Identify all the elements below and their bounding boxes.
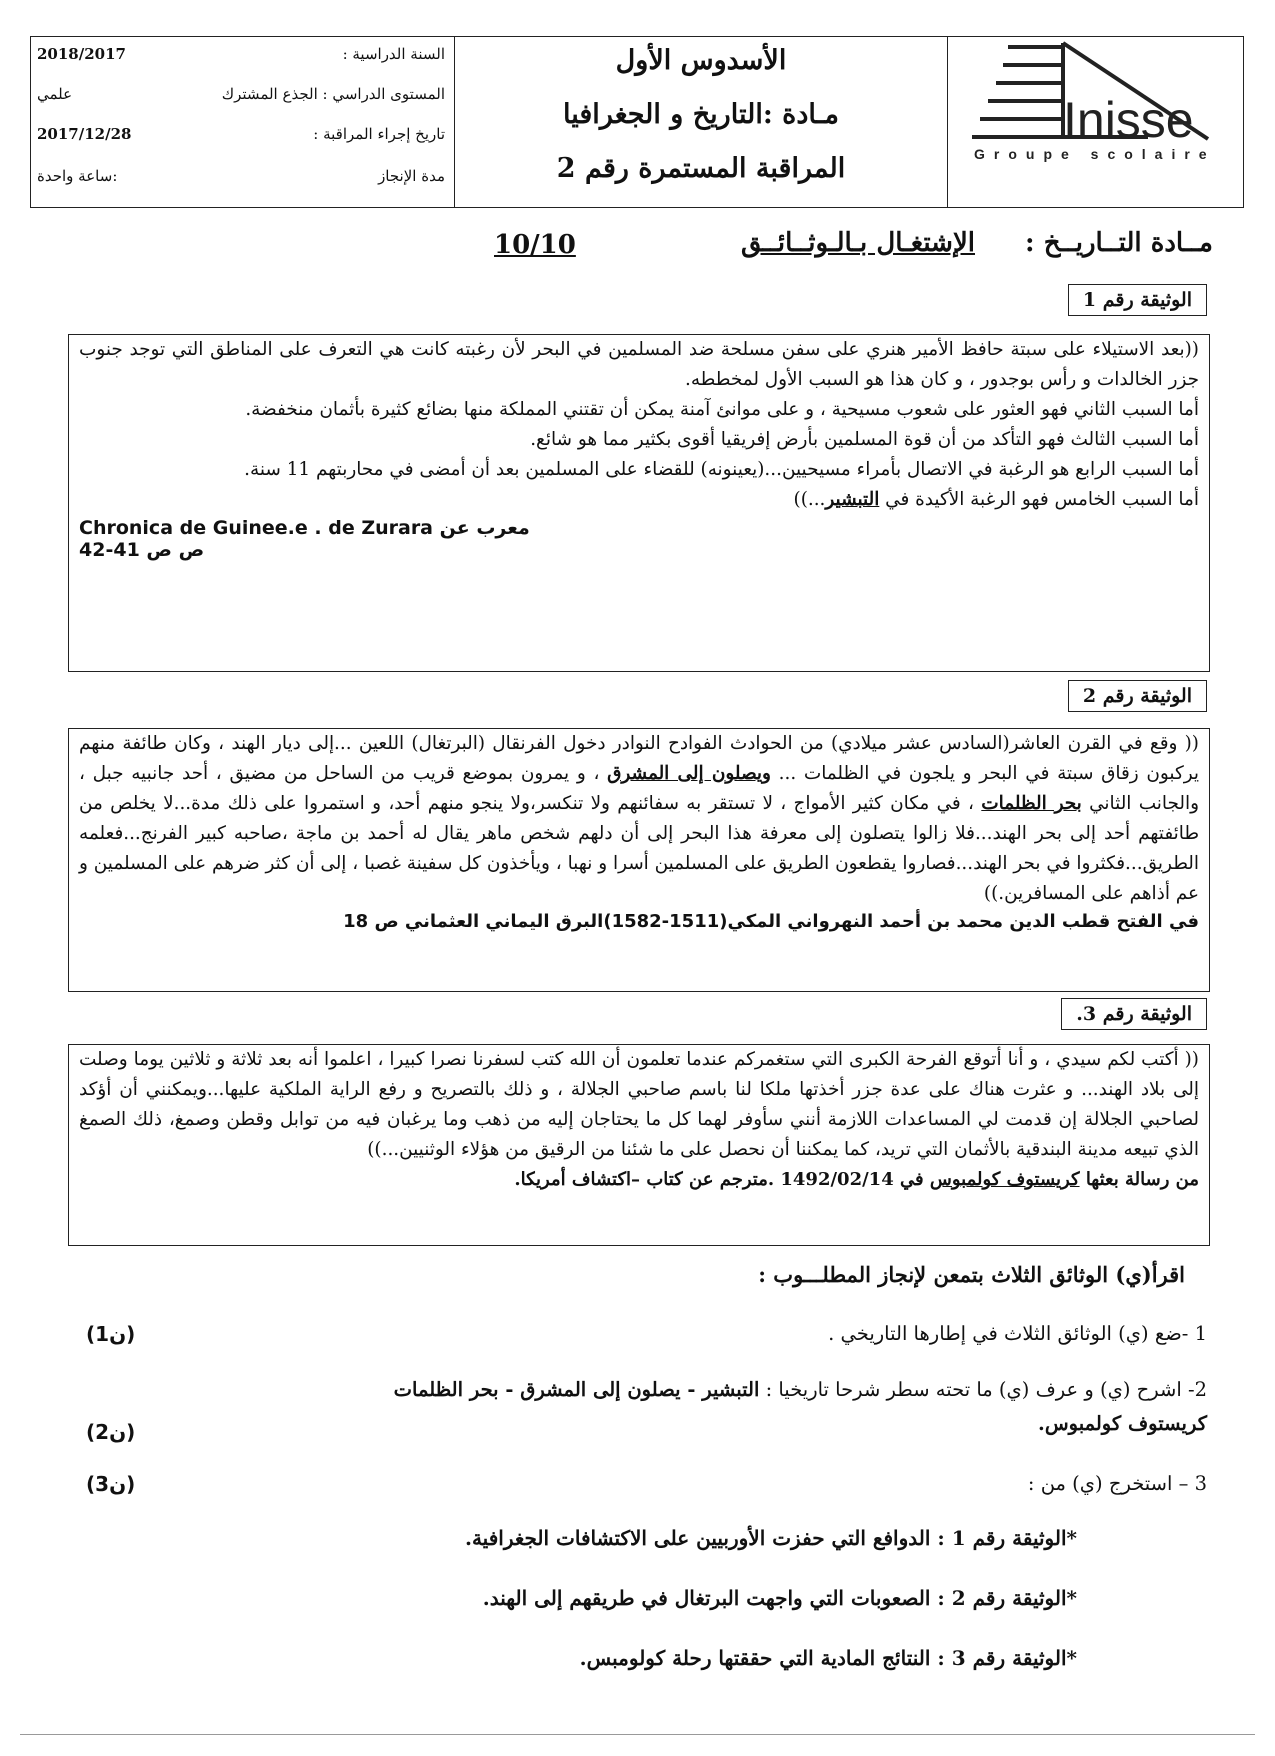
doc2-underlined-term: ويصلون إلى المشرق [607,763,771,784]
doc2-text: ، و يمرون بموضع قريب من الساحل من مضيق ، أحد جانبيه جبل ، والجانب الثاني [79,763,1199,814]
task-doc1: *الوثيقة رقم 1 : الدوافع التي حفزت الأوربيين على الاكتشافات الجغرافية. [464,1526,1077,1550]
info-label: تاريخ إجراء المراقبة : [313,125,445,143]
exam-number-title: المراقبة المستمرة رقم 2 [556,153,846,184]
doc1-paragraph-last [69,485,1209,515]
doc1-underlined-term: التبشير [825,489,880,510]
doc3-source-text: في 1492/02/14 .مترجم عن كتاب –اكتشاف أمريكا. [514,1169,930,1190]
exam-header [30,36,1244,208]
doc2-tag: الوثيقة رقم 2 [1068,680,1207,712]
info-value: 2017/12/28 [37,125,132,143]
question-2 [68,1378,1207,1401]
doc3-box [68,1044,1210,1246]
question-1-points: (1ن) [86,1322,136,1346]
task-doc2: *الوثيقة رقم 2 : الصعوبات التي واجهت البرتغال في طريقهم إلى الهند. [482,1586,1077,1610]
school-logo [948,37,1243,207]
question-2-continued: كريستوف كولمبوس. [1038,1412,1207,1435]
logo-text: Inisse [1063,92,1194,148]
info-duration [37,167,445,185]
semester-title: الأسدوس الأول [615,45,787,76]
doc3-source [69,1165,1209,1195]
doc3-tag: الوثيقة رقم 3. [1061,998,1207,1030]
info-label: المستوى الدراسي : الجذع المشترك [221,85,445,103]
info-label: السنة الدراسية : [342,45,445,63]
question-3-points: (3ن) [86,1472,136,1496]
info-date [37,125,445,143]
instructions-intro: اقرأ(ي) الوثائق الثلاث بتمعن لإنجاز المطلـــوب : [758,1262,1185,1287]
info-school-year [37,45,445,63]
section-score: 10/10 [494,230,576,260]
info-value: :ساعة واحدة [37,167,118,185]
doc1-source-line2: ص ص 41-42 [79,539,205,561]
task-doc3: *الوثيقة رقم 3 : النتائج المادية التي حققتها رحلة كولومبس. [579,1646,1077,1670]
doc2-source: في الفتح قطب الدين محمد بن أحمد النهرواني المكي(1511-1582)البرق اليماني العثماني ص 18 [343,911,1199,932]
question-2-text: 2- اشرح (ي) و عرف (ي) ما تحته سطر شرحا تاريخيا : [765,1378,1207,1401]
doc1-text: ...)) [793,489,826,510]
doc2-text: (( وقع في القرن العاشر(السادس عشر ميلادي) من الحوادث الفوادح النوادر دخول الفرنقال (البرتغال) اللعين ...إلى ديار الهند ، وكان طائفة منهم يركبون زقاق سبتة في البحر و يلجون في الظلمات ... [79,733,1199,784]
question-3: 3 – استخرج (ي) من : [1027,1472,1207,1495]
doc1-box [68,334,1210,672]
doc1-paragraph: أما السبب الثالث فهو التأكد من أن قوة المسلمين بأرض إفريقيا أقوى بكثير مما هو شائع. [530,429,1199,450]
doc1-paragraph: أما السبب الرابع هو الرغبة في الاتصال بأمراء مسيحيين...(يعينونه) للقضاء على المسلمين بعد أن أمضى في محاربتهم 11 سنة. [244,459,1199,480]
info-value: علمي [37,85,73,103]
section-subject: مــادة التــاريــخ : [1025,228,1213,258]
doc1-source-line1: معرب عن Chronica de Guinee.e . de Zurara [79,517,530,539]
section-title: الإشتغـال بـالـوثــائــق [741,228,975,258]
question-2-terms: التبشير - يصلون إلى المشرق - بحر الظلمات [393,1378,760,1401]
doc1-paragraph: ((بعد الاستيلاء على سبتة حافظ الأمير هنري على سفن مسلحة ضد المسلمين في البحر لأن رغبته كانت هي التعرف على المناطق التي توجد جنوب جزر الخالدات و رأس بوجدور ، و كان هذا هو السبب الأول لمخططه. [79,339,1199,390]
doc3-underlined-term: كريستوف كولمبوس [929,1169,1080,1190]
question-1: 1 -ضع (ي) الوثائق الثلاث في إطارها التاريخي . [828,1322,1207,1345]
doc3-source-text: من رسالة بعثها [1079,1169,1199,1190]
doc2-paragraph [69,729,1209,909]
exam-title-cell [454,37,947,207]
doc3-paragraph: (( أكتب لكم سيدي ، و أنا أتوقع الفرحة الكبرى التي ستغمركم عندما تعلمون أن الله كتب لسفرنا نصرا كبيرا ، اعلموا أنه بعد ثلاثة و ثلاثين يوما وصلت إلى بلاد الهند... و عثرت هناك على عدة جزر أخذتها ملكا لنا باسم صاحبي الجلالة ، و ذلك بالتصريح و رفع الراية الملكية عليها...ويمكنني أن أؤكد لصاحبي الجلالة إن قدمت لي المساعدات اللازمة أنني سأوفر لهما كل ما يحتاجان إليه من ذهب وما يرغبان فيه من توابل وقطن وصمغ، ذلك الصمغ الذي تبيعه مدينة البندقية بالأثمان التي تريد، كما يمكننا أن نحصل على ما شئنا من الرقيق من هؤلاء الوثنيين...)) [79,1049,1199,1160]
doc1-text: أما السبب الخامس فهو الرغبة الأكيدة في [879,489,1199,510]
doc2-underlined-term: بحر الظلمات [981,793,1082,814]
school-logo-cell [947,37,1243,207]
doc1-paragraph: أما السبب الثاني فهو العثور على شعوب مسيحية ، و على موانئ آمنة يمكن أن تقتني المملكة منها بضائع كثيرة بأثمان منخفضة. [245,399,1199,420]
info-value: 2018/2017 [37,45,126,63]
exam-info-cell [31,37,453,207]
doc2-text: ، في مكان كثير الأمواج ، لا تستقر به سفائنهم ولا تنكسر،ولا ينجو منهم أحد، و استمروا على ذلك مدة...لا يخلص من طائفتهم أحد إلى بحر الهند...فلا زالوا يتصلون إلى معرفة هذا البحر إلى أن دلهم شخص ماهر يقال له أحمد بن ماجة ،صاحبه كبير الفرنج...فعلمه الطريق...فكثروا في بحر الهند...فصاروا يقطعون الطريق على المسلمين أسرا و نهبا ، ويأخذون كل سفينة غصبا ، إلى أن كثر ضرهم على المسلمين و عم أذاهم على المسافرين.)) [79,793,1199,904]
subject-title: مـادة :التاريخ و الجغرافيا [563,99,839,130]
page-bottom-rule [20,1734,1255,1735]
doc1-tag: الوثيقة رقم 1 [1068,284,1207,316]
question-2-points: (2ن) [86,1420,136,1444]
doc2-box [68,728,1210,992]
info-level [37,85,445,103]
info-label: مدة الإنجاز [378,167,445,185]
logo-subtitle: Groupe scolaire [974,146,1216,162]
